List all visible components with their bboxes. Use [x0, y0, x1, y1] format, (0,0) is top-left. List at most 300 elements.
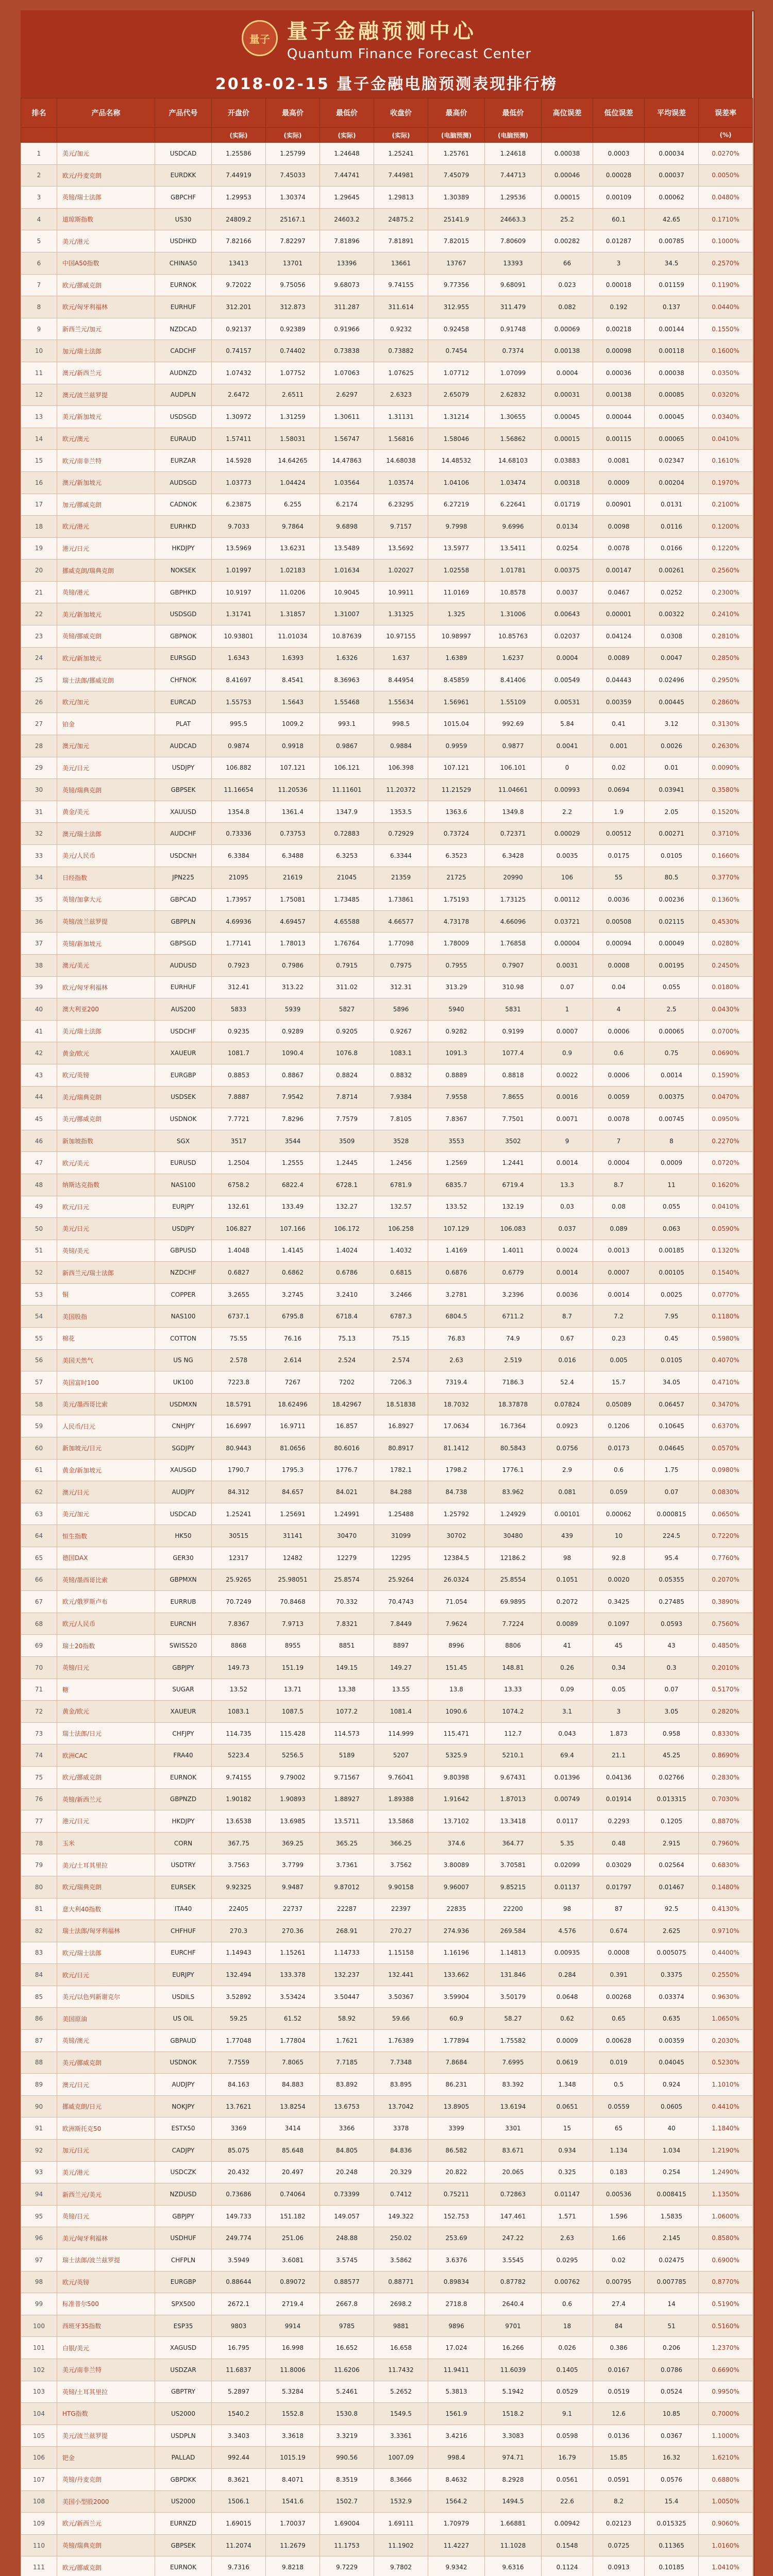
table-row	[21, 669, 753, 691]
value-cell: 84	[593, 2315, 645, 2337]
value-cell: 0.0014	[645, 1064, 699, 1086]
value-cell: 1.66881	[485, 2513, 542, 2535]
table-row	[21, 779, 753, 801]
value-cell: 0.9	[542, 1042, 593, 1064]
value-cell: 3	[593, 252, 645, 274]
rank-cell: 83	[21, 1942, 57, 1964]
value-cell: 1.9	[593, 801, 645, 823]
rank-cell: 100	[21, 2315, 57, 2337]
rank-cell: 61	[21, 1459, 57, 1481]
value-cell: 9.68091	[485, 274, 542, 296]
product-code-cell: AUDSGD	[155, 471, 212, 494]
value-cell: 1.25691	[266, 1503, 320, 1525]
value-cell: 8897	[374, 1635, 428, 1657]
value-cell: 0.8824	[320, 1064, 374, 1086]
value-cell: 0.2820%	[699, 1701, 753, 1723]
rank-cell: 31	[21, 801, 57, 823]
value-cell: 14.5928	[212, 450, 266, 472]
product-name-cell: 棉花	[57, 1328, 155, 1350]
value-cell: 0.0059	[593, 1086, 645, 1108]
product-code-cell: USDSEK	[155, 1086, 212, 1108]
value-cell: 133.662	[428, 1964, 485, 1986]
value-cell: 84.657	[266, 1481, 320, 1503]
value-cell: 1.75	[645, 1459, 699, 1481]
value-cell: 11.6039	[485, 2359, 542, 2381]
value-cell: 0.00105	[645, 1262, 699, 1284]
value-cell: 9914	[266, 2315, 320, 2337]
value-cell: 0.6	[542, 2293, 593, 2315]
value-cell: 20.248	[320, 2161, 374, 2183]
value-cell: 0.7915	[320, 954, 374, 976]
value-cell: 0.934	[542, 2140, 593, 2162]
value-cell: 13.6538	[212, 1810, 266, 1833]
value-cell: 1.4024	[320, 1240, 374, 1262]
value-cell: 8.4632	[428, 2468, 485, 2490]
value-cell: 1.77048	[212, 2030, 266, 2052]
value-cell: 11.0206	[266, 581, 320, 603]
value-cell: 0.3	[645, 1656, 699, 1679]
rank-cell: 111	[21, 2556, 57, 2576]
rank-cell: 74	[21, 1744, 57, 1767]
value-cell: 8.4541	[266, 669, 320, 691]
column-header: 最低价	[320, 98, 374, 128]
value-cell: 0.87782	[485, 2271, 542, 2293]
value-cell: 0.00065	[645, 428, 699, 450]
rank-cell: 8	[21, 296, 57, 318]
value-cell: 3301	[485, 2117, 542, 2140]
product-name-cell: 瑞士法郎/挪威克朗	[57, 669, 155, 691]
product-code-cell: CHFHUF	[155, 1920, 212, 1942]
value-cell: 11.2074	[212, 2534, 266, 2556]
product-code-cell: EURHUF	[155, 296, 212, 318]
product-code-cell: CHFNOK	[155, 669, 212, 691]
value-cell: 84.836	[374, 2140, 428, 2162]
value-cell: 2.524	[320, 1349, 374, 1371]
value-cell: 25.8554	[485, 1569, 542, 1591]
product-name-cell: 美国小型股2000	[57, 2490, 155, 2513]
value-cell: 6.3488	[266, 845, 320, 867]
value-cell: 0.0081	[593, 450, 645, 472]
value-cell: 80.6016	[320, 1437, 374, 1460]
value-cell: 0.0173	[593, 1437, 645, 1460]
value-cell: 0.6900%	[699, 2249, 753, 2272]
value-cell: 1.01997	[212, 560, 266, 582]
value-cell: 224.5	[645, 1525, 699, 1547]
value-cell: 5831	[485, 998, 542, 1021]
product-code-cell: US2000	[155, 2490, 212, 2513]
value-cell: 1.348	[542, 2074, 593, 2096]
value-cell: 86.231	[428, 2074, 485, 2096]
table-row	[21, 1854, 753, 1876]
table-row	[21, 625, 753, 648]
value-cell: 0.0037	[542, 581, 593, 603]
value-cell: 0.0694	[593, 779, 645, 801]
table-row	[21, 2490, 753, 2513]
value-cell: 15.7	[593, 1371, 645, 1394]
value-cell: 22200	[485, 1898, 542, 1920]
table-row	[21, 933, 753, 955]
value-cell: 22287	[320, 1898, 374, 1920]
value-cell: 1077.2	[320, 1701, 374, 1723]
value-cell: 0.00028	[593, 164, 645, 187]
value-cell: 1.77804	[266, 2030, 320, 2052]
rank-cell: 93	[21, 2161, 57, 2183]
value-cell: 2667.8	[320, 2293, 374, 2315]
value-cell: 3.7562	[374, 1854, 428, 1876]
value-cell: 1.25241	[212, 1503, 266, 1525]
table-row	[21, 1591, 753, 1613]
product-code-cell: GBPTRY	[155, 2381, 212, 2403]
value-cell: 16.658	[374, 2337, 428, 2359]
value-cell: 13.8	[428, 1679, 485, 1701]
rank-cell: 53	[21, 1283, 57, 1306]
value-cell: 0.8330%	[699, 1722, 753, 1744]
value-cell: 0.0252	[645, 581, 699, 603]
value-cell: 1790.7	[212, 1459, 266, 1481]
value-cell: 7.80609	[485, 230, 542, 252]
value-cell: 0.00038	[542, 143, 593, 165]
value-cell: 0.0016	[542, 1086, 593, 1108]
value-cell: 2.578	[212, 1349, 266, 1371]
value-cell: 83.392	[485, 2074, 542, 2096]
value-cell: 5189	[320, 1744, 374, 1767]
value-cell: 1.31259	[266, 406, 320, 428]
value-cell: 3.3403	[212, 2425, 266, 2447]
table-row	[21, 1086, 753, 1108]
value-cell: 0.8870%	[699, 1810, 753, 1833]
product-code-cell: AUDJPY	[155, 2074, 212, 2096]
value-cell: 115.428	[266, 1722, 320, 1744]
value-cell: 0.0480%	[699, 187, 753, 209]
value-cell: 0.0014	[542, 1152, 593, 1174]
product-name-cell: 英镑/瑞典克朗	[57, 2534, 155, 2556]
product-code-cell: GBPHKD	[155, 581, 212, 603]
value-cell: 0.2010%	[699, 1656, 753, 1679]
value-cell: 1.2370%	[699, 2337, 753, 2359]
product-name-cell: 英镑/瑞士法郎	[57, 187, 155, 209]
value-cell: 0.00375	[645, 1086, 699, 1108]
value-cell: 9.6996	[485, 516, 542, 538]
rank-cell: 15	[21, 450, 57, 472]
product-code-cell: ESTX50	[155, 2117, 212, 2140]
column-header: 最高价	[428, 98, 485, 128]
value-cell: 13.52	[212, 1679, 266, 1701]
value-cell: 9.7033	[212, 516, 266, 538]
product-code-cell: AUDNZD	[155, 362, 212, 384]
product-code-cell: USDJPY	[155, 757, 212, 779]
value-cell: 107.166	[266, 1218, 320, 1240]
product-name-cell: 澳元/新西兰元	[57, 362, 155, 384]
value-cell: 34.05	[645, 1371, 699, 1394]
value-cell: 11.9411	[428, 2359, 485, 2381]
value-cell: 0.00115	[593, 428, 645, 450]
product-code-cell: GBPAUD	[155, 2030, 212, 2052]
value-cell: 1.04424	[266, 471, 320, 494]
value-cell: 7.8105	[374, 1108, 428, 1130]
value-cell: 3	[593, 1701, 645, 1723]
table-row	[21, 691, 753, 713]
value-cell: 0.00037	[645, 164, 699, 187]
value-cell: 990.56	[320, 2447, 374, 2469]
value-cell: 106	[542, 867, 593, 889]
value-cell: 0.1320%	[699, 1240, 753, 1262]
value-cell: 0.07824	[542, 1393, 593, 1415]
product-name-cell: 欧元/英镑	[57, 2271, 155, 2293]
product-name-cell: 欧元/日元	[57, 1964, 155, 1986]
value-cell: 3.50367	[374, 1986, 428, 2008]
product-name-cell: 欧元/美元	[57, 1152, 155, 1174]
value-cell: 13.6231	[266, 537, 320, 560]
product-code-cell: CADJPY	[155, 2140, 212, 2162]
rank-cell: 102	[21, 2359, 57, 2381]
value-cell: 25.98051	[266, 1569, 320, 1591]
value-cell: 7.9542	[266, 1086, 320, 1108]
value-cell: 15.4	[645, 2490, 699, 2513]
value-cell: 1.55634	[374, 691, 428, 713]
table-row	[21, 2249, 753, 2272]
ranking-table	[21, 98, 753, 2576]
value-cell: 8	[645, 1130, 699, 1152]
value-cell: 0.03941	[645, 779, 699, 801]
value-cell: 0.04645	[645, 1437, 699, 1460]
value-cell: 0.0078	[593, 537, 645, 560]
value-cell: 311.614	[374, 296, 428, 318]
value-cell: 1561.9	[428, 2403, 485, 2425]
value-cell: 75.55	[212, 1328, 266, 1350]
value-cell: 0.1550%	[699, 318, 753, 340]
table-row	[21, 603, 753, 625]
product-code-cell: USDPLN	[155, 2425, 212, 2447]
value-cell: 132.237	[320, 1964, 374, 1986]
value-cell: 7.81891	[374, 230, 428, 252]
value-cell: 0.73336	[212, 823, 266, 845]
value-cell: 0.6370%	[699, 1415, 753, 1437]
value-cell: 7202	[320, 1371, 374, 1394]
value-cell: 0.00359	[593, 691, 645, 713]
value-cell: 45.25	[645, 1744, 699, 1767]
value-cell: 0.00015	[542, 187, 593, 209]
value-cell: 0.3375	[645, 1964, 699, 1986]
value-cell: 0.000815	[645, 1503, 699, 1525]
value-cell: 83.962	[485, 1481, 542, 1503]
value-cell: 5940	[428, 998, 485, 1021]
value-cell: 0.00795	[593, 2271, 645, 2293]
table-row	[21, 581, 753, 603]
value-cell: 8851	[320, 1635, 374, 1657]
value-cell: 12482	[266, 1547, 320, 1569]
value-cell: 10.87639	[320, 625, 374, 648]
value-cell: 107.129	[428, 1218, 485, 1240]
value-cell: 0.73724	[428, 823, 485, 845]
value-cell: 3.52892	[212, 1986, 266, 2008]
value-cell: 7	[593, 1130, 645, 1152]
value-cell: 149.057	[320, 2205, 374, 2227]
product-code-cell: PLAT	[155, 713, 212, 735]
product-name-cell: 瑞士法郎/匈牙利福林	[57, 1920, 155, 1942]
value-cell: 14.47863	[320, 450, 374, 472]
value-cell: 18.5791	[212, 1393, 266, 1415]
value-cell: 0.3710%	[699, 823, 753, 845]
value-cell: 0.0089	[593, 647, 645, 669]
value-cell: 3.7361	[320, 1854, 374, 1876]
value-cell: 0.04124	[593, 625, 645, 648]
rank-cell: 82	[21, 1920, 57, 1942]
product-name-cell: 美元/日元	[57, 1218, 155, 1240]
value-cell: 114.999	[374, 1722, 428, 1744]
value-cell: 13.5489	[320, 537, 374, 560]
value-cell: 1776.1	[485, 1459, 542, 1481]
value-cell: 16.32	[645, 2447, 699, 2469]
value-cell: 3502	[485, 1130, 542, 1152]
value-cell: 0.8690%	[699, 1744, 753, 1767]
product-name-cell: 欧元/新西兰元	[57, 2513, 155, 2535]
rank-cell: 71	[21, 1679, 57, 1701]
value-cell: 13.5711	[320, 1810, 374, 1833]
product-code-cell: NAS100	[155, 1174, 212, 1196]
value-cell: 369.25	[266, 1832, 320, 1854]
product-name-cell: 白银/美元	[57, 2337, 155, 2359]
table-row	[21, 1898, 753, 1920]
value-cell: 9.9487	[266, 1876, 320, 1898]
value-cell: 0.0050%	[699, 164, 753, 187]
value-cell: 1.24991	[320, 1503, 374, 1525]
value-cell: 15.85	[593, 2447, 645, 2469]
value-cell: 0.206	[645, 2337, 699, 2359]
value-cell: 0.089	[593, 1218, 645, 1240]
value-cell: 3.59904	[428, 1986, 485, 2008]
value-cell: 6728.1	[320, 1174, 374, 1196]
value-cell: 0.01396	[542, 1766, 593, 1788]
rank-cell: 2	[21, 164, 57, 187]
product-code-cell: CORN	[155, 1832, 212, 1854]
value-cell: 0.02	[593, 757, 645, 779]
value-cell: 13.5411	[485, 537, 542, 560]
value-cell: 7.8449	[374, 1613, 428, 1635]
value-cell: 151.19	[266, 1656, 320, 1679]
value-cell: 0.4530%	[699, 910, 753, 933]
rank-cell: 41	[21, 1020, 57, 1042]
value-cell: 84.805	[320, 2140, 374, 2162]
table-row	[21, 2140, 753, 2162]
value-cell: 5.2461	[320, 2381, 374, 2403]
rank-cell: 5	[21, 230, 57, 252]
rank-cell: 77	[21, 1810, 57, 1833]
value-cell: 1.78013	[266, 933, 320, 955]
value-cell: 0.0254	[542, 537, 593, 560]
value-cell: 1.73125	[485, 889, 542, 911]
product-name-cell: 美元/人民币	[57, 845, 155, 867]
value-cell: 13.33	[485, 1679, 542, 1701]
product-name-cell: 标准普尔500	[57, 2293, 155, 2315]
value-cell: 0.325	[542, 2161, 593, 2183]
brand-text	[287, 15, 531, 62]
value-cell: 0.6862	[266, 1262, 320, 1284]
value-cell: 0.6786	[320, 1262, 374, 1284]
value-cell: 2.145	[645, 2227, 699, 2249]
rank-cell: 18	[21, 516, 57, 538]
value-cell: 1.03564	[320, 471, 374, 494]
value-cell: 2.6472	[212, 384, 266, 406]
value-cell: 5.35	[542, 1832, 593, 1854]
value-cell: 3.70581	[485, 1854, 542, 1876]
value-cell: 133.378	[266, 1964, 320, 1986]
value-cell: 9.7864	[266, 516, 320, 538]
value-cell: 0.0004	[542, 362, 593, 384]
value-cell: 1.4032	[374, 1240, 428, 1262]
value-cell: 0.01797	[593, 1876, 645, 1898]
product-code-cell: EURSEK	[155, 1876, 212, 1898]
value-cell: 20.497	[266, 2161, 320, 2183]
value-cell: 0.88577	[320, 2271, 374, 2293]
column-header: 误差率	[699, 98, 753, 128]
table-row	[21, 2425, 753, 2447]
value-cell: 22.6	[542, 2490, 593, 2513]
value-cell: 11.0169	[428, 581, 485, 603]
table-row	[21, 801, 753, 823]
value-cell: 1363.6	[428, 801, 485, 823]
value-cell: 1494.5	[485, 2490, 542, 2513]
value-cell: 1.29536	[485, 187, 542, 209]
product-name-cell: 港元/日元	[57, 1810, 155, 1833]
value-cell: 0.7220%	[699, 1525, 753, 1547]
value-cell: 58.27	[485, 2008, 542, 2030]
value-cell: 0.02766	[645, 1766, 699, 1788]
value-cell: 0.00044	[593, 406, 645, 428]
rank-cell: 9	[21, 318, 57, 340]
value-cell: 253.69	[428, 2227, 485, 2249]
value-cell: 0.00318	[542, 471, 593, 494]
rank-cell: 62	[21, 1481, 57, 1503]
value-cell: 0.04	[593, 976, 645, 998]
value-cell: 13701	[266, 252, 320, 274]
value-cell: 0.0090%	[699, 757, 753, 779]
value-cell: 5210.1	[485, 1744, 542, 1767]
value-cell: 0.7955	[428, 954, 485, 976]
product-code-cell: EURNOK	[155, 2556, 212, 2576]
value-cell: 3.2396	[485, 1283, 542, 1306]
value-cell: 13.7102	[428, 1810, 485, 1833]
value-cell: 18.42967	[320, 1393, 374, 1415]
product-code-cell: EURUSD	[155, 1152, 212, 1174]
value-cell: 5.2652	[374, 2381, 428, 2403]
product-name-cell: 道琼斯指数	[57, 208, 155, 230]
value-cell: 0.00138	[542, 340, 593, 362]
value-cell: 311.287	[320, 296, 374, 318]
rank-cell: 40	[21, 998, 57, 1021]
column-subheader	[57, 128, 155, 143]
value-cell: 14.64265	[266, 450, 320, 472]
value-cell: 7.9713	[266, 1613, 320, 1635]
value-cell: 6822.4	[266, 1174, 320, 1196]
value-cell: 1.89388	[374, 1788, 428, 1810]
value-cell: 1.2441	[485, 1152, 542, 1174]
value-cell: 30702	[428, 1525, 485, 1547]
value-cell: 7.82015	[428, 230, 485, 252]
product-name-cell: 美国天然气	[57, 1349, 155, 1371]
value-cell: 6719.4	[485, 1174, 542, 1196]
product-name-cell: 欧元/挪威克朗	[57, 1766, 155, 1788]
value-cell: 0.254	[645, 2161, 699, 2183]
rank-cell: 79	[21, 1854, 57, 1876]
value-cell: 3.2466	[374, 1283, 428, 1306]
value-cell: 1.2504	[212, 1152, 266, 1174]
rank-cell: 78	[21, 1832, 57, 1854]
value-cell: 313.22	[266, 976, 320, 998]
value-cell: 21095	[212, 867, 266, 889]
value-cell: 4.66096	[485, 910, 542, 933]
value-cell: 25.9265	[212, 1569, 266, 1591]
product-code-cell: EURDKK	[155, 164, 212, 187]
